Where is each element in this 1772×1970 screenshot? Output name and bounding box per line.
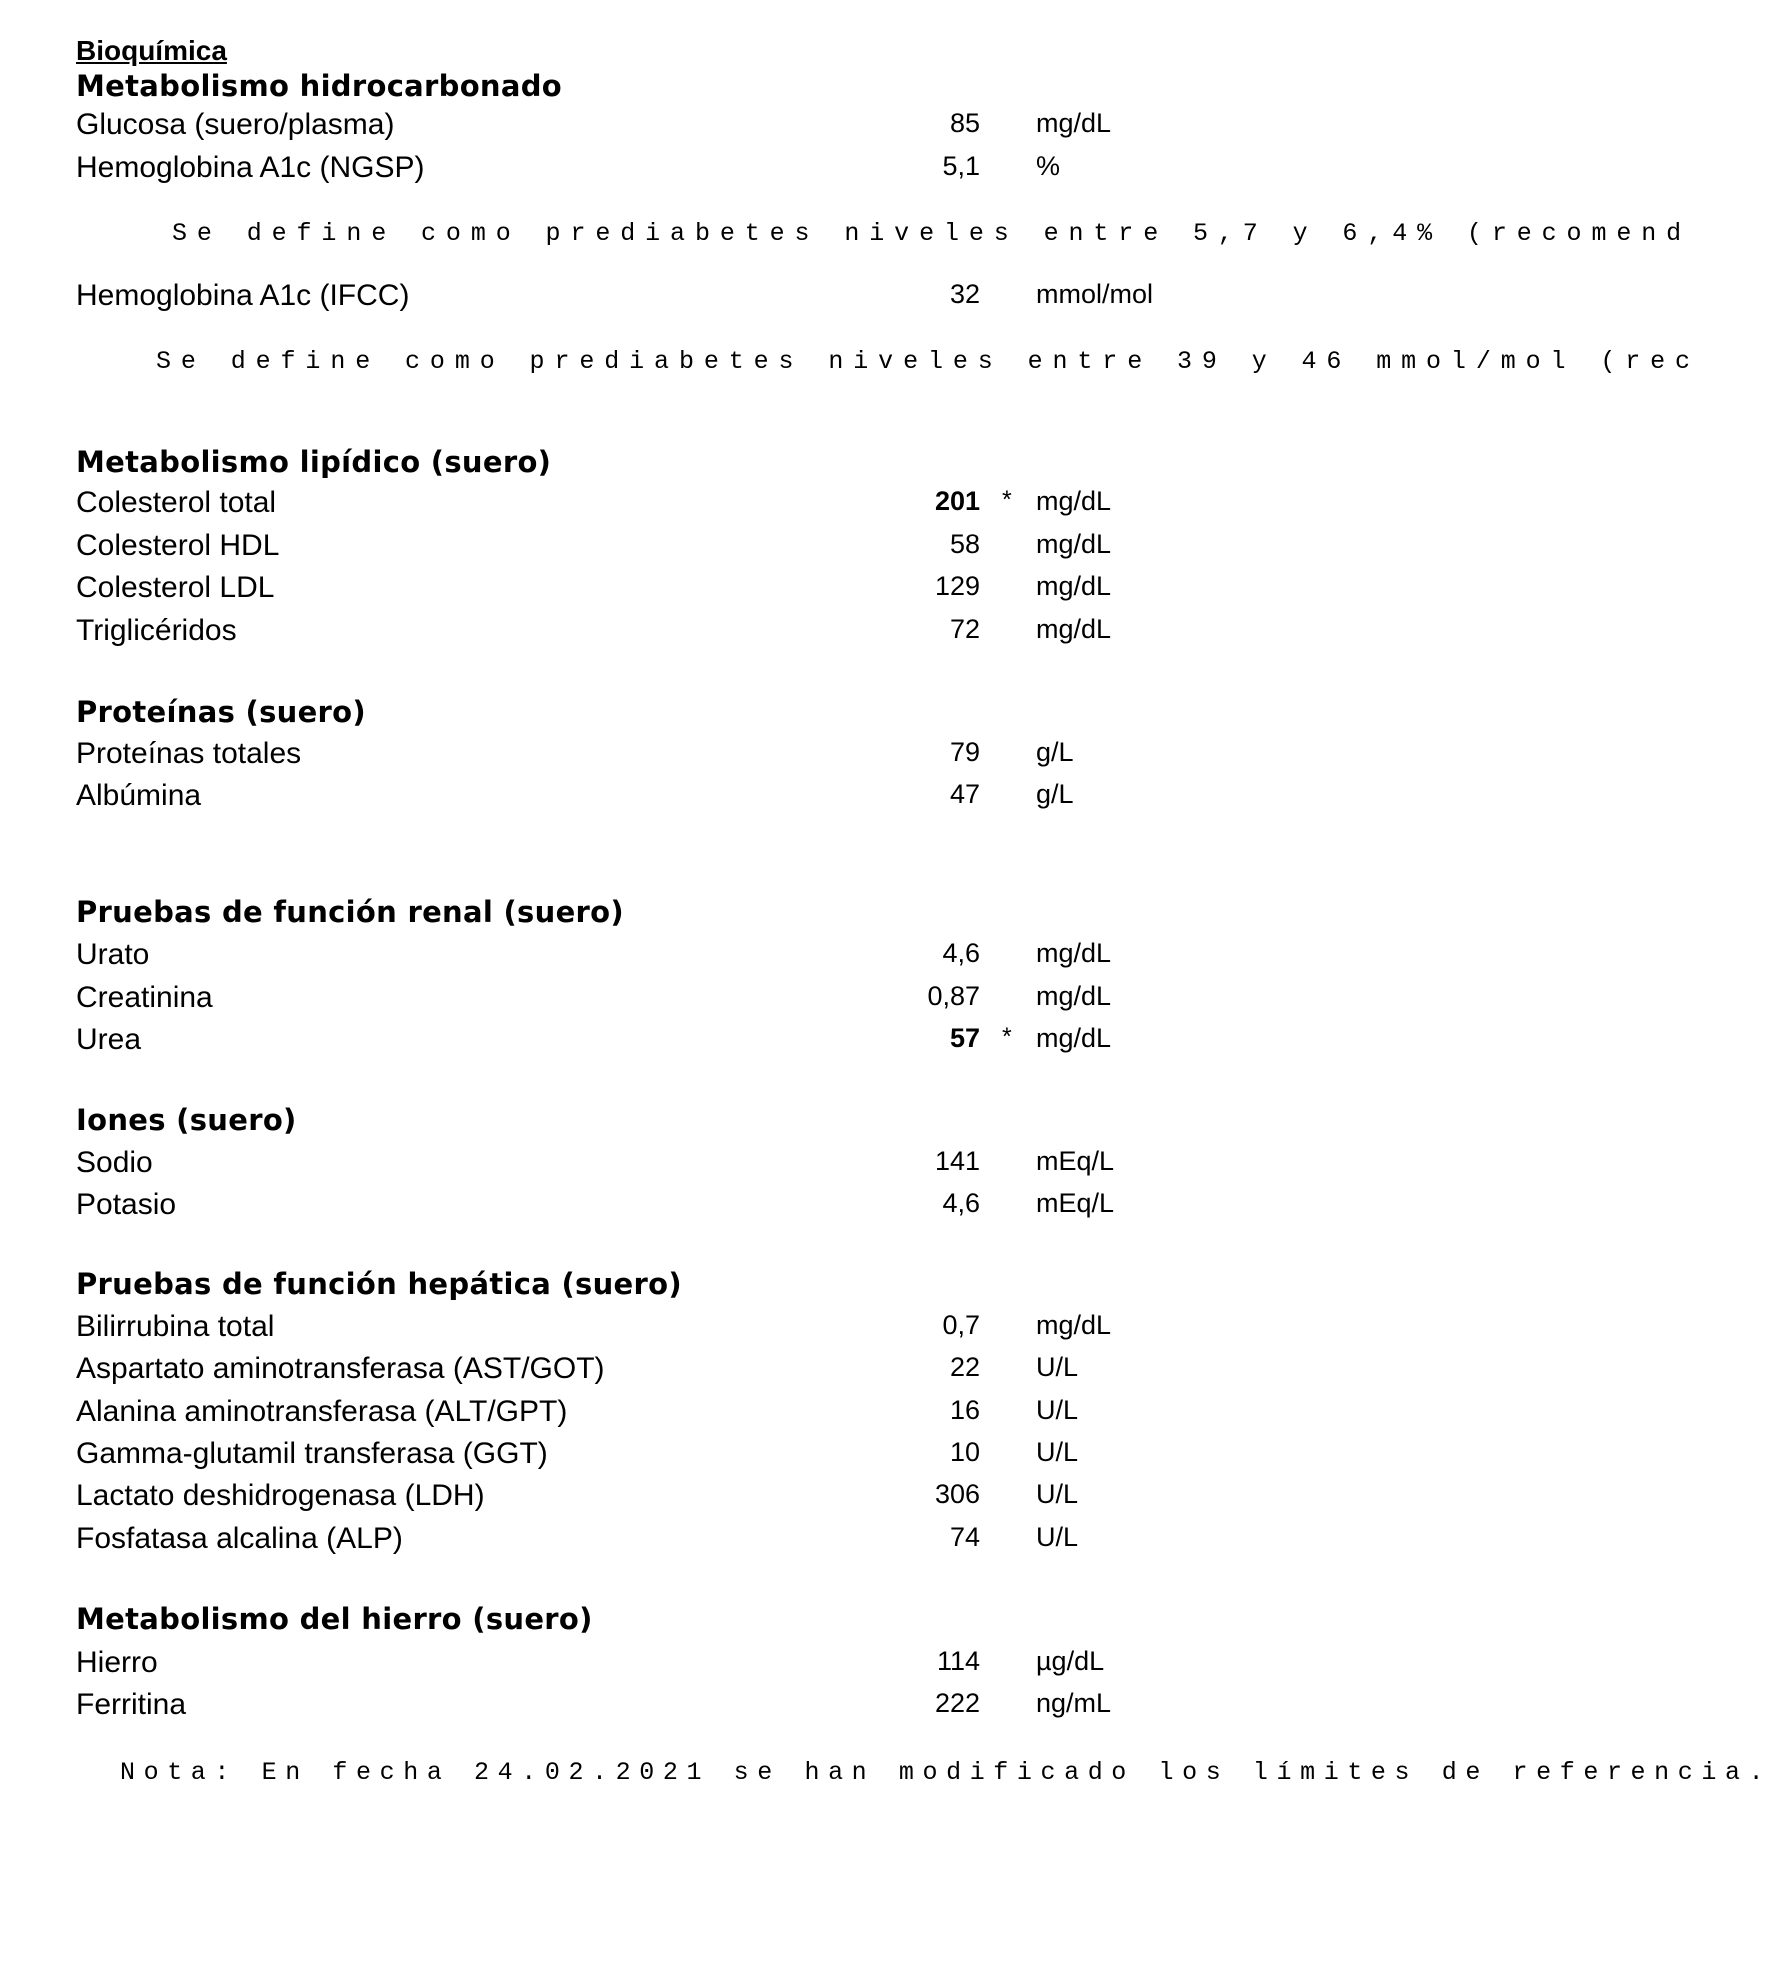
test-label: Urato xyxy=(76,938,150,971)
test-unit: g/L xyxy=(1036,779,1074,809)
test-value: 141 xyxy=(934,1146,980,1176)
test-label: Colesterol HDL xyxy=(76,529,280,562)
section-title: Iones (suero) xyxy=(76,1103,297,1137)
abnormal-flag: * xyxy=(1002,1023,1012,1051)
section-title: Proteínas (suero) xyxy=(76,695,366,729)
test-unit: mg/dL xyxy=(1036,529,1112,559)
test-value: 74 xyxy=(949,1522,980,1552)
test-value-abnormal: 57 xyxy=(949,1023,980,1053)
test-label: Potasio xyxy=(76,1188,177,1221)
abnormal-flag: * xyxy=(1002,486,1012,514)
test-unit: µg/dL xyxy=(1036,1646,1105,1676)
test-unit: U/L xyxy=(1036,1479,1079,1509)
test-unit: mg/dL xyxy=(1036,981,1112,1011)
test-unit: mg/dL xyxy=(1036,486,1112,516)
test-value: 79 xyxy=(949,737,980,767)
test-value: 4,6 xyxy=(942,938,980,968)
test-label: Glucosa (suero/plasma) xyxy=(76,108,395,141)
test-value: 72 xyxy=(949,614,980,644)
report-title: Bioquímica xyxy=(76,35,227,66)
test-unit: % xyxy=(1036,151,1061,181)
test-value: 306 xyxy=(934,1479,980,1509)
test-unit: U/L xyxy=(1036,1352,1079,1382)
test-unit: ng/mL xyxy=(1036,1688,1112,1718)
test-value: 10 xyxy=(949,1437,980,1467)
test-value: 47 xyxy=(949,779,980,809)
test-value: 4,6 xyxy=(942,1188,980,1218)
test-label: Bilirrubina total xyxy=(76,1310,275,1343)
test-unit: mg/dL xyxy=(1036,1310,1112,1340)
test-value: 114 xyxy=(936,1646,980,1676)
section-title: Metabolismo hidrocarbonado xyxy=(76,69,563,103)
test-label: Alanina aminotransferasa (ALT/GPT) xyxy=(76,1395,568,1428)
test-label: Triglicéridos xyxy=(76,614,237,647)
test-label: Colesterol LDL xyxy=(76,571,275,604)
test-unit: mg/dL xyxy=(1036,108,1112,138)
test-label: Creatinina xyxy=(76,981,213,1014)
test-unit: mg/dL xyxy=(1036,571,1112,601)
test-label: Urea xyxy=(76,1023,142,1056)
test-value: 0,7 xyxy=(942,1310,980,1340)
test-unit: U/L xyxy=(1036,1522,1079,1552)
test-label: Lactato deshidrogenasa (LDH) xyxy=(76,1479,485,1512)
section-title: Pruebas de función hepática (suero) xyxy=(76,1267,682,1301)
test-unit: mg/dL xyxy=(1036,614,1112,644)
test-unit: mEq/L xyxy=(1036,1146,1115,1176)
test-unit: mg/dL xyxy=(1036,938,1112,968)
section-title: Metabolismo lipídico (suero) xyxy=(76,445,552,479)
test-label: Hemoglobina A1c (IFCC) xyxy=(76,279,410,312)
test-label: Albúmina xyxy=(76,779,202,812)
test-unit: mg/dL xyxy=(1036,1023,1112,1053)
test-value: 85 xyxy=(949,108,980,138)
section-title: Metabolismo del hierro (suero) xyxy=(76,1602,593,1636)
test-value-abnormal: 201 xyxy=(934,486,980,516)
test-unit: U/L xyxy=(1036,1437,1079,1467)
reference-note: Se define como prediabetes niveles entre 5,7 y 6,4% (recomend xyxy=(172,219,1692,248)
test-label: Colesterol total xyxy=(76,486,277,519)
test-label: Hierro xyxy=(76,1646,158,1679)
test-value: 5,1 xyxy=(942,151,980,181)
test-label: Gamma-glutamil transferasa (GGT) xyxy=(76,1437,548,1470)
test-unit: g/L xyxy=(1036,737,1074,767)
section-title: Pruebas de función renal (suero) xyxy=(76,895,624,929)
test-unit: U/L xyxy=(1036,1395,1079,1425)
test-label: Proteínas totales xyxy=(76,737,302,770)
reference-note: Se define como prediabetes niveles entre 39 y 46 mmol/mol (rec xyxy=(156,347,1700,376)
test-label: Hemoglobina A1c (NGSP) xyxy=(76,151,425,184)
footer-note: Nota: En fecha 24.02.2021 se han modificado los límites de referencia. xyxy=(120,1758,1772,1787)
test-value: 58 xyxy=(949,529,980,559)
test-unit: mmol/mol xyxy=(1036,279,1154,309)
test-value: 16 xyxy=(949,1395,980,1425)
test-label: Fosfatasa alcalina (ALP) xyxy=(76,1522,403,1555)
test-value: 22 xyxy=(949,1352,980,1382)
test-value: 129 xyxy=(934,571,980,601)
test-label: Sodio xyxy=(76,1146,153,1179)
test-label: Aspartato aminotransferasa (AST/GOT) xyxy=(76,1352,605,1385)
test-label: Ferritina xyxy=(76,1688,187,1721)
test-value: 0,87 xyxy=(927,981,980,1011)
test-unit: mEq/L xyxy=(1036,1188,1115,1218)
test-value: 32 xyxy=(949,279,980,309)
test-value: 222 xyxy=(934,1688,980,1718)
